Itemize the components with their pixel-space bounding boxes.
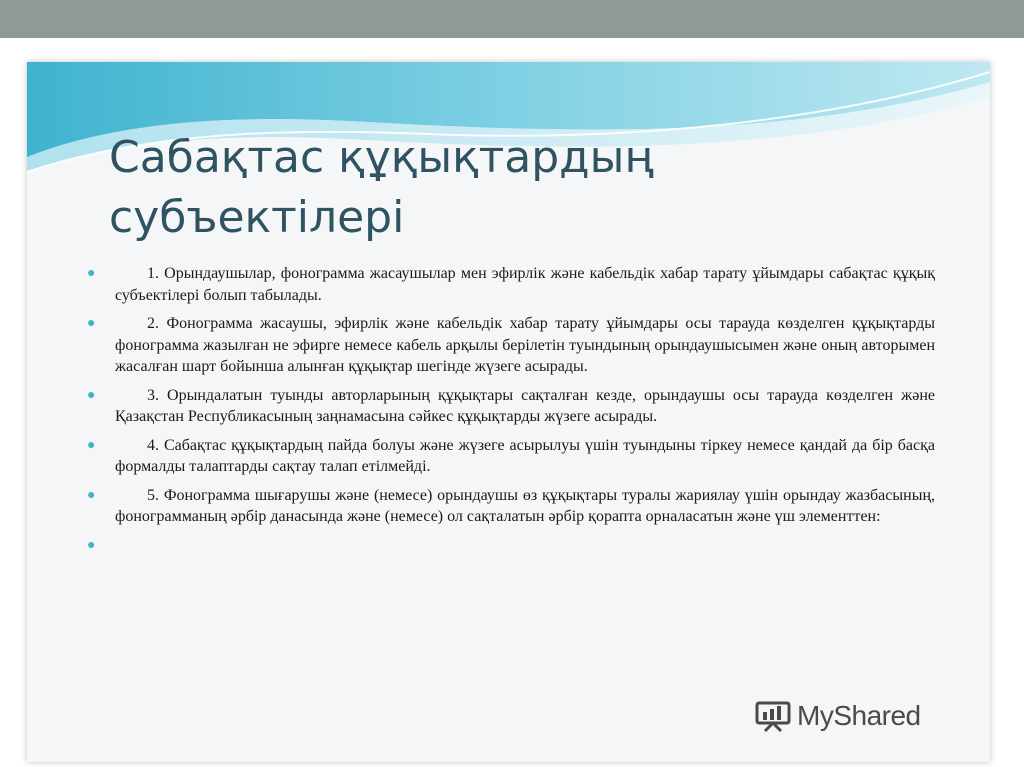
bullet-dot-icon: ● <box>87 266 96 281</box>
bullet-dot-icon: ● <box>87 387 96 403</box>
presentation-board-icon <box>755 700 791 732</box>
bullet-item <box>85 435 935 478</box>
bullet-item <box>85 263 935 306</box>
slide-title <box>109 128 809 248</box>
bullet-list <box>85 263 935 553</box>
bullet-text: 2. Фонограмма жасаушы, эфирлік және кабельдік хабар тарату ұйымдары осы тарауда көзделген құқықтарды фонограмма жазылған не эфирге немесе кабель арқылы берілетін туындының орындаушысымен және оның авторымен жасалған шарт бойынша алынған құқықтар шегінде жүзеге асырады. <box>115 315 935 375</box>
bullet-text: 4. Сабақтас құқықтардың пайда болуы және жүзеге асырылуы үшін туындыны тіркеу немесе қандай да бір басқа формалды талаптарды сақтау талап етілмейді. <box>115 436 935 475</box>
bullet-item <box>85 485 935 528</box>
top-bar <box>0 0 1024 38</box>
slide-title-line-2: субъектілері <box>109 192 405 243</box>
slide-title-line-1: Сабақтас құқықтардың <box>109 132 654 183</box>
bullet-text: 3. Орындалатын туынды авторларының құқықтары сақталған кезде, орындаушы осы тарауда көзделген және Қазақстан Республикасының заңнамасына сәйкес құқықтарды жүзеге асырады. <box>115 386 935 425</box>
myshared-logo <box>755 696 921 736</box>
brand-name: MyShared <box>797 700 921 731</box>
bullet-dot-icon: ● <box>87 316 96 331</box>
bullet-item <box>85 385 935 428</box>
bullet-dot-icon: ● <box>87 487 96 503</box>
bullet-item <box>85 313 935 378</box>
bullet-text: 1. Орындаушылар, фонограмма жасаушылар мен эфирлік және кабельдік хабар тарату ұйымдары сабақтас құқық субъектілері болып табылады. <box>115 265 935 304</box>
bullet-text: 5. Фонограмма шығарушы және (немесе) орындаушы өз құқықтары туралы жариялау үшін орындау жазбасының, фонограмманың әрбір данасында және (немесе) ол сақталатын әрбір қорапта орналасатын және үш элементтен: <box>115 486 935 525</box>
bullet-dot-icon: ● <box>87 537 96 553</box>
bullet-dot-icon: ● <box>87 437 96 453</box>
slide <box>27 62 990 762</box>
